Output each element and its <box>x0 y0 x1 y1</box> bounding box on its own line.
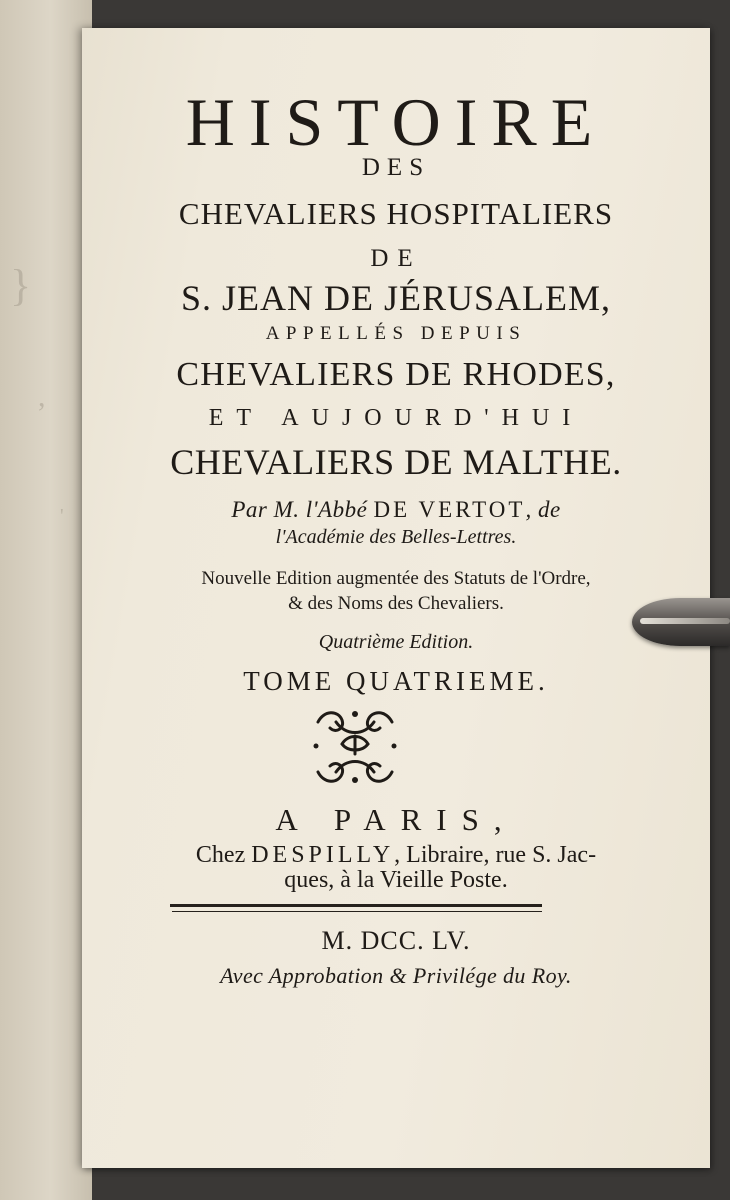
publisher-line1 <box>82 843 710 867</box>
publisher-suffix: , Libraire, rue S. Jac- <box>394 842 597 868</box>
imprint-rule <box>170 904 542 907</box>
title-line-malthe: CHEVALIERS DE MALTHE. <box>170 442 622 482</box>
main-title: HISTOIRE <box>185 84 607 160</box>
imprint-rule-thin <box>172 911 542 912</box>
volume-statement: TOME QUATRIEME. <box>243 666 549 696</box>
title-line-jerusalem: S. JEAN DE JÉRUSALEM, <box>180 278 612 318</box>
author-prefix: Par M. l'Abbé <box>231 497 368 522</box>
author-name: DE VERTOT <box>373 497 526 522</box>
author-suffix: , de <box>525 497 561 522</box>
title-page <box>82 28 710 1168</box>
title-line-des: DES <box>361 154 431 181</box>
title-line-rhodes: CHEVALIERS DE RHODES, <box>176 356 616 393</box>
edition-note-line2: & des Noms des Chevaliers. <box>288 593 504 614</box>
author-affiliation: l'Académie des Belles-Lettres. <box>275 526 517 548</box>
title-line-aujourdhui: ET AUJOURD'HUI <box>208 405 584 431</box>
publisher-name: DESPILLY <box>251 842 395 868</box>
imprint-year: M. DCC. LV. <box>321 926 471 955</box>
edition-statement: Quatrième Edition. <box>318 631 474 653</box>
publisher-prefix: Chez <box>195 842 246 868</box>
title-line-de: DE <box>370 245 422 272</box>
title-line-appelles: APPELLÉS DEPUIS <box>265 323 527 344</box>
publisher-line2: ques, à la Vieille Poste. <box>284 867 508 893</box>
title-line-hospitaliers: CHEVALIERS HOSPITALIERS <box>178 196 614 231</box>
edition-note-line1: Nouvelle Edition augmentée des Statuts de l'Ordre, <box>201 568 591 589</box>
author-line <box>82 498 710 521</box>
left-facing-page: } , ' <box>0 0 92 1200</box>
imprint-place: A PARIS, <box>275 802 517 837</box>
printers-ornament-icon <box>312 706 398 786</box>
privilege-statement: Avec Approbation & Privilége du Roy. <box>220 963 572 988</box>
